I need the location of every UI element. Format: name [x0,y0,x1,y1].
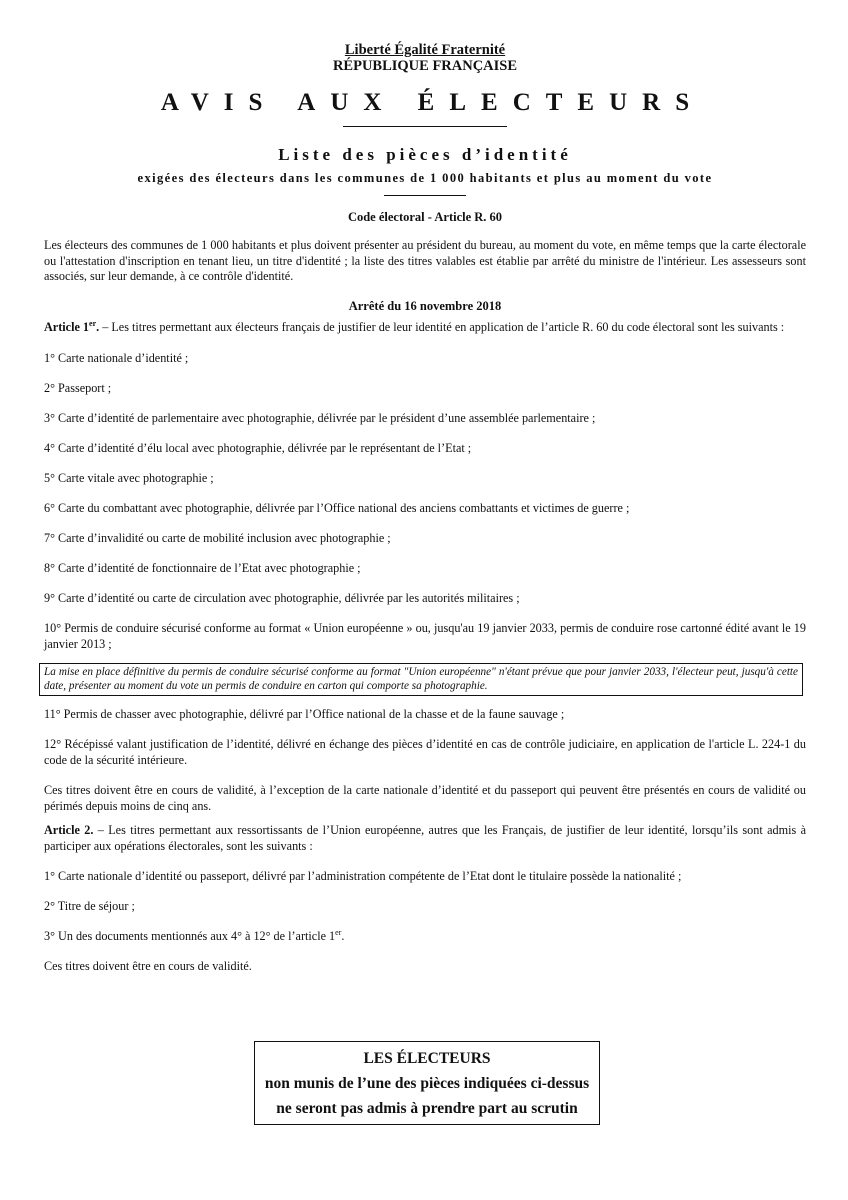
list-item: 4° Carte d’identité d’élu local avec photographie, délivrée par le représentant de l’Etat ; [44,441,472,455]
article-2-item-3-end: . [341,929,345,943]
article-1-label-text: Article 1 [44,319,90,334]
list-item [44,929,806,945]
list-item: 9° Carte d’identité ou carte de circulation avec photographie, délivrée par les autorités militaires ; [44,591,520,605]
driving-license-note-box [39,663,803,696]
list-item: 5° Carte vitale avec photographie ; [44,471,214,485]
article-2-validity: Ces titres doivent être en cours de validité. [44,959,252,973]
article-1-label-end: . [96,319,100,334]
article-2-item-3-text: 3° Un des documents mentionnés aux 4° à 12° de l’article 1 [44,929,336,943]
list-item: 1° Carte nationale d’identité ou passeport, délivré par l’administration compétente de l’Etat dont le titulaire possède la nationalité ; [44,869,682,883]
arrete-heading: Arrêté du 16 novembre 2018 [348,298,502,313]
list-item: 2° Passeport ; [44,381,112,395]
list-item: 10° Permis de conduire sécurisé conforme au format « Union européenne » ou, jusqu'au 19 janvier 2033, permis de conduire rose cartonné édité avant le 19 janvier 2013 ; [44,621,806,651]
list-item: 7° Carte d’invalidité ou carte de mobilité inclusion avec photographie ; [44,531,391,545]
list-item: 6° Carte du combattant avec photographie, délivrée par l’Office national des anciens combattants et victimes de guerre ; [44,501,630,515]
list-item: 3° Carte d’identité de parlementaire avec photographie, délivrée par le président d’une assemblée parlementaire ; [44,411,596,425]
list-item: 12° Récépissé valant justification de l’identité, délivré en échange des pièces d’identité en cas de contrôle judiciaire, en application de l'article L. 224-1 du code de la sécurité intérieure. [44,737,806,767]
article-2-label: Article 2. [44,823,94,837]
title-divider [343,126,507,127]
notice-content [44,42,806,975]
section-subtitle: exigées des électeurs dans les communes de 1 000 habitants et plus au moment du vote [137,171,713,185]
republic-motto: Liberté Égalité Fraternité [344,42,506,58]
article-1-label-sup: er [89,318,97,328]
warning-box [254,1041,600,1125]
article-2-intro-text: – Les titres permettant aux ressortissants de l’Union européenne, autres que les Français, de justifier de leur identité, lorsqu’ils sont admis à participer aux opérations électorales, sont les suivants : [44,823,806,853]
driving-license-note: La mise en place définitive du permis de conduire sécurisé conforme au format "Union européenne" n'étant prévue que pour janvier 2033, l'électeur peut, jusqu'à cette date, présenter au moment du vote un permis de conduire en carton qui comporte sa photographie. [44,666,798,692]
list-item: 8° Carte d’identité de fonctionnaire de l’Etat avec photographie ; [44,561,361,575]
republic-name: RÉPUBLIQUE FRANÇAISE [332,58,518,74]
warning-line-2: non munis de l’une des pièces indiquées ci-dessus [264,1075,590,1092]
article-1-validity: Ces titres doivent être en cours de validité, à l’exception de la carte nationale d’identité et du passeport qui peuvent être présentés en cours de validité ou périmés depuis moins de cinq ans. [44,783,806,813]
code-text: Les électeurs des communes de 1 000 habitants et plus doivent présenter au président du bureau, au moment du vote, en même temps que la carte électorale ou l'attestation d'inscription en tenant lieu, un titre d'identité ; la liste des titres valables est établie par arrêté du ministre de l'intérieur. Les assesseurs sont associés, sur leur demande, à ce contrôle d'identité. [44,238,806,283]
list-item: 11° Permis de chasser avec photographie, délivré par l’Office national de la chasse et de la faune sauvage ; [44,707,565,721]
list-item: 1° Carte nationale d’identité ; [44,351,189,365]
article-1-intro-text: – Les titres permettant aux électeurs français de justifier de leur identité en application de l’article R. 60 du code électoral sont les suivants : [99,319,785,334]
page-title: AVIS AUX ÉLECTEURS [160,89,705,116]
warning-line-1: LES ÉLECTEURS [363,1050,491,1067]
list-item: 2° Titre de séjour ; [44,899,135,913]
article-1-label [44,320,99,334]
warning-line-3: ne seront pas admis à prendre part au scrutin [276,1100,578,1117]
article-2-item-3-sup: er [335,928,342,937]
article-2-intro [44,823,806,854]
section-title: Liste des pièces d’identité [278,145,572,164]
section-divider [384,195,466,196]
article-1-intro [44,320,806,336]
code-heading: Code électoral - Article R. 60 [347,210,503,224]
